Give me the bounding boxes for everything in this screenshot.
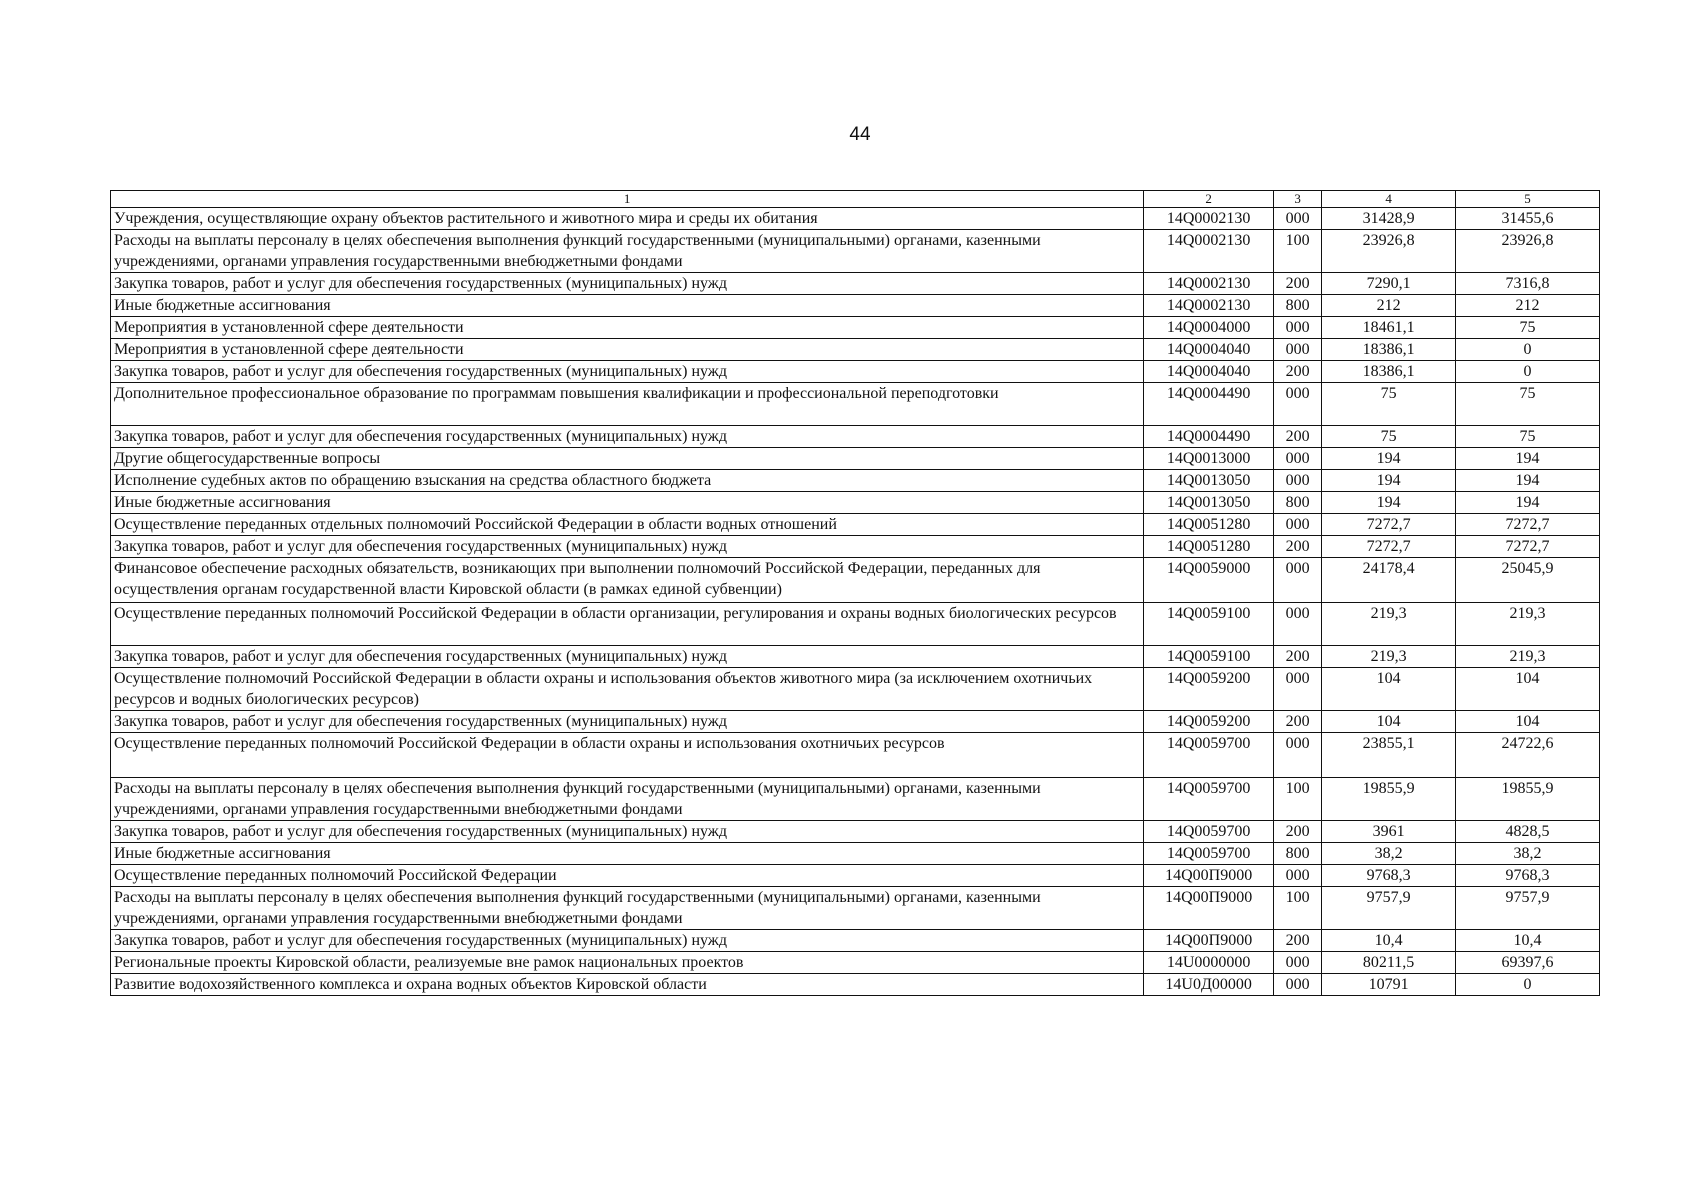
row-expense-type: 000 (1274, 448, 1322, 470)
row-expense-type: 800 (1274, 295, 1322, 317)
row-code: 14Q0059100 (1144, 646, 1274, 668)
table-row (111, 778, 1600, 821)
row-name: Иные бюджетные ассигнования (111, 843, 1144, 865)
row-code: 14U0Д00000 (1144, 974, 1274, 996)
header-col-1: 1 (111, 191, 1144, 208)
row-amount-year2: 31455,6 (1456, 208, 1600, 230)
row-amount-year2: 75 (1456, 426, 1600, 448)
table-row (111, 514, 1600, 536)
row-code: 14Q0002130 (1144, 230, 1274, 273)
row-code: 14Q0013000 (1144, 448, 1274, 470)
row-amount-year1: 9757,9 (1322, 887, 1456, 930)
row-name: Расходы на выплаты персоналу в целях обеспечения выполнения функций государственными (муниципальными) органами, казенными учреждениями, органами управления государственными внебюджетными фондами (111, 778, 1144, 821)
row-expense-type: 000 (1274, 383, 1322, 426)
row-code: 14Q0013050 (1144, 492, 1274, 514)
header-col-5: 5 (1456, 191, 1600, 208)
row-amount-year1: 194 (1322, 492, 1456, 514)
row-name: Исполнение судебных актов по обращению взыскания на средства областного бюджета (111, 470, 1144, 492)
row-amount-year1: 80211,5 (1322, 952, 1456, 974)
row-code: 14Q0051280 (1144, 514, 1274, 536)
row-amount-year1: 7290,1 (1322, 273, 1456, 295)
row-name: Закупка товаров, работ и услуг для обеспечения государственных (муниципальных) нужд (111, 711, 1144, 733)
table-row (111, 646, 1600, 668)
row-name: Осуществление переданных полномочий Российской Федерации в области организации, регулирования и охраны водных биологических ресурсов (111, 603, 1144, 646)
row-name: Другие общегосударственные вопросы (111, 448, 1144, 470)
row-code: 14Q0004490 (1144, 383, 1274, 426)
row-code: 14U0000000 (1144, 952, 1274, 974)
row-amount-year1: 23855,1 (1322, 733, 1456, 778)
row-expense-type: 200 (1274, 536, 1322, 558)
row-amount-year2: 0 (1456, 339, 1600, 361)
row-name: Осуществление переданных полномочий Российской Федерации (111, 865, 1144, 887)
row-name: Финансовое обеспечение расходных обязательств, возникающих при выполнении полномочий Российской Федерации, переданных для осуществления органам государственной власти Кировской области (в рамках единой субвенции) (111, 558, 1144, 603)
row-expense-type: 100 (1274, 887, 1322, 930)
row-code: 14Q0059700 (1144, 821, 1274, 843)
row-amount-year1: 18386,1 (1322, 339, 1456, 361)
row-expense-type: 800 (1274, 492, 1322, 514)
row-name: Дополнительное профессиональное образование по программам повышения квалификации и профессиональной переподготовки (111, 383, 1144, 426)
row-code: 14Q0059700 (1144, 733, 1274, 778)
row-amount-year2: 212 (1456, 295, 1600, 317)
header-col-2: 2 (1144, 191, 1274, 208)
table-row (111, 208, 1600, 230)
table-row (111, 448, 1600, 470)
row-code: 14Q0004040 (1144, 339, 1274, 361)
table-row (111, 733, 1600, 778)
row-code: 14Q0002130 (1144, 208, 1274, 230)
row-name: Осуществление полномочий Российской Федерации в области охраны и использования объектов животного мира (за исключением охотничьих ресурсов и водных биологических ресурсов) (111, 668, 1144, 711)
row-name: Закупка товаров, работ и услуг для обеспечения государственных (муниципальных) нужд (111, 821, 1144, 843)
row-expense-type: 200 (1274, 646, 1322, 668)
row-amount-year1: 38,2 (1322, 843, 1456, 865)
row-expense-type: 000 (1274, 208, 1322, 230)
table-row (111, 952, 1600, 974)
row-amount-year1: 194 (1322, 470, 1456, 492)
row-amount-year1: 9768,3 (1322, 865, 1456, 887)
row-amount-year2: 10,4 (1456, 930, 1600, 952)
row-code: 14Q0004000 (1144, 317, 1274, 339)
table-row (111, 887, 1600, 930)
row-name: Осуществление переданных полномочий Российской Федерации в области охраны и использования охотничьих ресурсов (111, 733, 1144, 778)
row-code: 14Q00П9000 (1144, 865, 1274, 887)
row-name: Расходы на выплаты персоналу в целях обеспечения выполнения функций государственными (муниципальными) органами, казенными учреждениями, органами управления государственными внебюджетными фондами (111, 230, 1144, 273)
row-code: 14Q0013050 (1144, 470, 1274, 492)
row-amount-year2: 38,2 (1456, 843, 1600, 865)
row-expense-type: 100 (1274, 778, 1322, 821)
row-amount-year1: 104 (1322, 711, 1456, 733)
table-row (111, 273, 1600, 295)
row-expense-type: 200 (1274, 426, 1322, 448)
row-amount-year2: 194 (1456, 492, 1600, 514)
row-name: Мероприятия в установленной сфере деятельности (111, 339, 1144, 361)
table-row (111, 711, 1600, 733)
row-code: 14Q0059700 (1144, 778, 1274, 821)
row-expense-type: 000 (1274, 733, 1322, 778)
row-name: Закупка товаров, работ и услуг для обеспечения государственных (муниципальных) нужд (111, 930, 1144, 952)
row-code: 14Q0059000 (1144, 558, 1274, 603)
row-name: Закупка товаров, работ и услуг для обеспечения государственных (муниципальных) нужд (111, 426, 1144, 448)
row-expense-type: 100 (1274, 230, 1322, 273)
row-code: 14Q0059100 (1144, 603, 1274, 646)
row-expense-type: 000 (1274, 339, 1322, 361)
row-amount-year1: 3961 (1322, 821, 1456, 843)
row-expense-type: 200 (1274, 273, 1322, 295)
row-expense-type: 000 (1274, 603, 1322, 646)
row-name: Развитие водохозяйственного комплекса и охрана водных объектов Кировской области (111, 974, 1144, 996)
row-code: 14Q0059200 (1144, 711, 1274, 733)
row-expense-type: 000 (1274, 317, 1322, 339)
row-amount-year2: 19855,9 (1456, 778, 1600, 821)
table-row (111, 843, 1600, 865)
row-code: 14Q0059200 (1144, 668, 1274, 711)
row-code: 14Q0002130 (1144, 295, 1274, 317)
header-col-3: 3 (1274, 191, 1322, 208)
row-amount-year1: 7272,7 (1322, 514, 1456, 536)
row-expense-type: 800 (1274, 843, 1322, 865)
table-row (111, 317, 1600, 339)
table-row (111, 339, 1600, 361)
row-amount-year2: 9757,9 (1456, 887, 1600, 930)
row-amount-year1: 75 (1322, 426, 1456, 448)
row-amount-year1: 31428,9 (1322, 208, 1456, 230)
table-row (111, 361, 1600, 383)
row-amount-year1: 219,3 (1322, 603, 1456, 646)
row-amount-year1: 194 (1322, 448, 1456, 470)
table-row (111, 470, 1600, 492)
row-amount-year1: 10791 (1322, 974, 1456, 996)
table-row (111, 426, 1600, 448)
row-amount-year1: 219,3 (1322, 646, 1456, 668)
row-amount-year1: 104 (1322, 668, 1456, 711)
table-row (111, 558, 1600, 603)
table-row (111, 536, 1600, 558)
row-name: Региональные проекты Кировской области, реализуемые вне рамок национальных проектов (111, 952, 1144, 974)
row-code: 14Q0004040 (1144, 361, 1274, 383)
row-amount-year2: 194 (1456, 448, 1600, 470)
row-code: 14Q0051280 (1144, 536, 1274, 558)
row-expense-type: 200 (1274, 930, 1322, 952)
row-amount-year1: 18461,1 (1322, 317, 1456, 339)
row-amount-year1: 24178,4 (1322, 558, 1456, 603)
row-amount-year2: 75 (1456, 383, 1600, 426)
row-expense-type: 200 (1274, 821, 1322, 843)
row-amount-year2: 104 (1456, 711, 1600, 733)
row-name: Закупка товаров, работ и услуг для обеспечения государственных (муниципальных) нужд (111, 536, 1144, 558)
row-amount-year2: 25045,9 (1456, 558, 1600, 603)
row-amount-year1: 19855,9 (1322, 778, 1456, 821)
row-expense-type: 000 (1274, 514, 1322, 536)
row-amount-year2: 23926,8 (1456, 230, 1600, 273)
row-amount-year1: 23926,8 (1322, 230, 1456, 273)
table-row (111, 930, 1600, 952)
row-amount-year2: 69397,6 (1456, 952, 1600, 974)
row-name: Мероприятия в установленной сфере деятельности (111, 317, 1144, 339)
row-amount-year1: 18386,1 (1322, 361, 1456, 383)
row-amount-year2: 0 (1456, 361, 1600, 383)
row-code: 14Q0004490 (1144, 426, 1274, 448)
row-amount-year2: 7272,7 (1456, 536, 1600, 558)
row-name: Закупка товаров, работ и услуг для обеспечения государственных (муниципальных) нужд (111, 361, 1144, 383)
row-name: Расходы на выплаты персоналу в целях обеспечения выполнения функций государственными (муниципальными) органами, казенными учреждениями, органами управления государственными внебюджетными фондами (111, 887, 1144, 930)
row-amount-year2: 9768,3 (1456, 865, 1600, 887)
row-amount-year2: 7272,7 (1456, 514, 1600, 536)
row-code: 14Q00П9000 (1144, 887, 1274, 930)
row-amount-year2: 219,3 (1456, 646, 1600, 668)
row-expense-type: 200 (1274, 711, 1322, 733)
row-amount-year2: 75 (1456, 317, 1600, 339)
budget-table (110, 190, 1600, 996)
row-amount-year1: 75 (1322, 383, 1456, 426)
page-number: 44 (849, 124, 871, 145)
table-row (111, 668, 1600, 711)
row-expense-type: 000 (1274, 470, 1322, 492)
table-row (111, 230, 1600, 273)
row-amount-year2: 219,3 (1456, 603, 1600, 646)
header-row (111, 191, 1600, 208)
row-expense-type: 000 (1274, 974, 1322, 996)
row-amount-year1: 212 (1322, 295, 1456, 317)
row-expense-type: 000 (1274, 668, 1322, 711)
table-row (111, 603, 1600, 646)
row-amount-year2: 0 (1456, 974, 1600, 996)
row-code: 14Q0059700 (1144, 843, 1274, 865)
table-row (111, 383, 1600, 426)
row-expense-type: 200 (1274, 361, 1322, 383)
row-expense-type: 000 (1274, 865, 1322, 887)
row-name: Закупка товаров, работ и услуг для обеспечения государственных (муниципальных) нужд (111, 646, 1144, 668)
table-body (111, 208, 1600, 996)
row-code: 14Q00П9000 (1144, 930, 1274, 952)
row-amount-year2: 7316,8 (1456, 273, 1600, 295)
row-name: Осуществление переданных отдельных полномочий Российской Федерации в области водных отношений (111, 514, 1144, 536)
table-row (111, 295, 1600, 317)
row-code: 14Q0002130 (1144, 273, 1274, 295)
row-expense-type: 000 (1274, 558, 1322, 603)
row-amount-year1: 7272,7 (1322, 536, 1456, 558)
table-row (111, 821, 1600, 843)
row-name: Закупка товаров, работ и услуг для обеспечения государственных (муниципальных) нужд (111, 273, 1144, 295)
row-name: Учреждения, осуществляющие охрану объектов растительного и животного мира и среды их обитания (111, 208, 1144, 230)
row-amount-year2: 194 (1456, 470, 1600, 492)
table-row (111, 865, 1600, 887)
table-row (111, 492, 1600, 514)
row-amount-year1: 10,4 (1322, 930, 1456, 952)
row-expense-type: 000 (1274, 952, 1322, 974)
row-amount-year2: 24722,6 (1456, 733, 1600, 778)
header-col-4: 4 (1322, 191, 1456, 208)
row-name: Иные бюджетные ассигнования (111, 492, 1144, 514)
row-amount-year2: 4828,5 (1456, 821, 1600, 843)
table-row (111, 974, 1600, 996)
row-name: Иные бюджетные ассигнования (111, 295, 1144, 317)
row-amount-year2: 104 (1456, 668, 1600, 711)
